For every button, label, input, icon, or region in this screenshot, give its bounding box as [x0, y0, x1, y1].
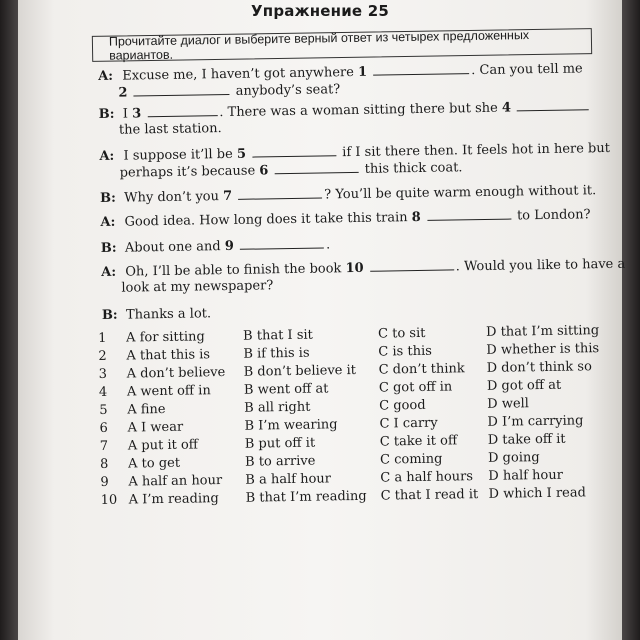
speaker-label: A:	[100, 214, 116, 230]
instruction-text: Прочитайте диалог и выберите верный ответ из четырех предложенных вариантов.	[108, 28, 530, 63]
option-a[interactable]: A went off in	[126, 383, 211, 400]
dialog-text: the last station.	[118, 121, 222, 138]
gap-number: 1	[357, 64, 368, 80]
option-c[interactable]: C I carry	[379, 415, 438, 432]
dialog-line	[100, 182, 596, 207]
speaker-label: A:	[99, 148, 115, 164]
speaker-label: B:	[100, 240, 117, 256]
option-b[interactable]: B all right	[244, 399, 311, 416]
gap-number: 9	[224, 238, 235, 255]
option-a[interactable]: A to get	[127, 455, 181, 472]
option-c[interactable]: C a half hours	[380, 469, 474, 486]
question-number: 4	[98, 384, 108, 400]
dialog-text: Oh, I’ll be able to finish the book	[125, 261, 342, 280]
answer-blank[interactable]	[133, 83, 229, 97]
dialog-text: About one and	[124, 239, 221, 256]
dialog-line	[98, 60, 583, 85]
option-a[interactable]: A I wear	[127, 419, 184, 436]
question-number: 2	[98, 348, 107, 364]
gap-number: 6	[259, 163, 269, 179]
option-c[interactable]: C take it off	[379, 433, 458, 450]
option-d[interactable]: D going	[487, 450, 540, 466]
answer-blank[interactable]	[373, 62, 469, 76]
option-c[interactable]: C that I read it	[380, 487, 479, 504]
question-number: 7	[99, 438, 109, 454]
answer-options	[98, 322, 618, 508]
option-c[interactable]: C don’t think	[378, 361, 465, 378]
dialog-text: I	[122, 106, 129, 122]
option-d[interactable]: D take off it	[487, 431, 566, 448]
option-b[interactable]: B went off at	[243, 381, 329, 398]
option-d[interactable]: D got off at	[486, 377, 562, 394]
option-b[interactable]: B don’t believe it	[243, 362, 357, 380]
answer-blank[interactable]	[517, 98, 589, 111]
dialog-line	[118, 81, 340, 101]
gap-number: 7	[222, 188, 233, 205]
dialog-line	[119, 121, 222, 139]
option-c[interactable]: C to sit	[377, 325, 426, 342]
dialog-text: to London?	[516, 207, 591, 224]
option-a[interactable]: A put it off	[127, 437, 199, 454]
speaker-label: B:	[98, 106, 115, 122]
dialog-line	[102, 306, 211, 324]
option-a[interactable]: A that this is	[126, 347, 211, 364]
question-number: 8	[99, 456, 109, 472]
question-number: 9	[100, 474, 109, 490]
gap-number: 5	[236, 146, 247, 162]
dialog-line	[101, 236, 331, 257]
option-b[interactable]: B I’m wearing	[244, 417, 338, 434]
dialog-line	[100, 206, 590, 231]
option-a[interactable]: A half an hour	[128, 473, 223, 490]
page	[18, 0, 626, 640]
dialog-text: .	[325, 237, 331, 253]
option-a[interactable]: A don’t believe	[126, 365, 226, 382]
dialog-line	[99, 98, 592, 123]
exercise-title: Упражнение 25	[251, 2, 389, 20]
option-d[interactable]: D half hour	[488, 467, 564, 484]
answer-blank[interactable]	[427, 208, 511, 221]
option-b[interactable]: B a half hour	[245, 471, 332, 488]
speaker-label: B:	[99, 190, 116, 206]
scan-edge-left	[0, 0, 18, 640]
dialog-text: ? You’ll be quite warm enough without it.	[324, 183, 597, 203]
option-c[interactable]: C got off in	[378, 379, 453, 396]
gap-number: 8	[411, 209, 421, 226]
answer-blank[interactable]	[252, 144, 336, 157]
question-number: 5	[99, 402, 108, 418]
dialog-text: . Would you like to have a	[455, 256, 626, 275]
option-a[interactable]: A for sitting	[126, 329, 205, 346]
gap-number: 3	[132, 106, 142, 122]
option-b[interactable]: B that I sit	[242, 327, 313, 344]
answer-blank[interactable]	[147, 104, 217, 117]
dialog-text: anybody’s seat?	[235, 82, 341, 99]
dialog-line	[121, 278, 273, 296]
question-number: 10	[100, 492, 118, 508]
answer-blank[interactable]	[238, 186, 322, 199]
dialog-text: look at my newspaper?	[121, 278, 274, 296]
answer-blank[interactable]	[240, 236, 324, 249]
dialog-text: if I sit there then. It feels hot in here but	[342, 140, 611, 161]
question-number: 1	[98, 330, 107, 346]
option-c[interactable]: C is this	[378, 343, 432, 360]
option-a[interactable]: A I’m reading	[128, 491, 219, 508]
dialog-line	[101, 256, 625, 281]
dialog-text: Good idea. How long does it take this train	[124, 210, 408, 230]
option-c[interactable]: C coming	[379, 451, 443, 468]
answer-blank[interactable]	[274, 161, 358, 174]
speaker-label: A:	[98, 68, 114, 84]
option-b[interactable]: B if this is	[243, 345, 310, 362]
speaker-label: B:	[101, 307, 118, 323]
question-number: 6	[99, 420, 108, 436]
instruction-box	[92, 28, 592, 62]
dialog-text: Excuse me, I haven’t got anywhere	[122, 64, 354, 84]
option-d[interactable]: D well	[487, 396, 530, 412]
scan-edge-right	[622, 0, 640, 640]
option-d[interactable]: D I’m carrying	[487, 413, 584, 430]
dialog-text: I suppose it’ll be	[123, 146, 233, 164]
option-b[interactable]: B that I’m reading	[245, 488, 367, 506]
option-d[interactable]: D don’t think so	[486, 359, 592, 376]
option-c[interactable]: C good	[379, 397, 426, 414]
option-b[interactable]: B to arrive	[244, 453, 316, 470]
gap-number: 2	[118, 85, 128, 101]
option-d[interactable]: D which I read	[488, 485, 586, 502]
dialog-text: perhaps it’s because	[119, 163, 256, 181]
option-a[interactable]: A fine	[127, 401, 166, 418]
dialog-text: Why don’t you	[124, 189, 220, 206]
option-d[interactable]: D whether is this	[486, 341, 600, 358]
dialog-text: Thanks a lot.	[125, 306, 212, 323]
gap-number: 10	[345, 260, 364, 277]
question-number: 3	[98, 366, 108, 382]
option-d[interactable]: D that I’m sitting	[485, 323, 600, 340]
answer-blank[interactable]	[370, 258, 454, 271]
speaker-label: A:	[101, 264, 117, 280]
gap-number: 4	[501, 100, 512, 116]
dialog-text: this thick coat.	[364, 160, 463, 177]
option-b[interactable]: B put off it	[244, 435, 316, 452]
dialog-text: . Can you tell me	[471, 61, 583, 79]
dialog-text: . There was a woman sitting there but she	[219, 100, 498, 121]
